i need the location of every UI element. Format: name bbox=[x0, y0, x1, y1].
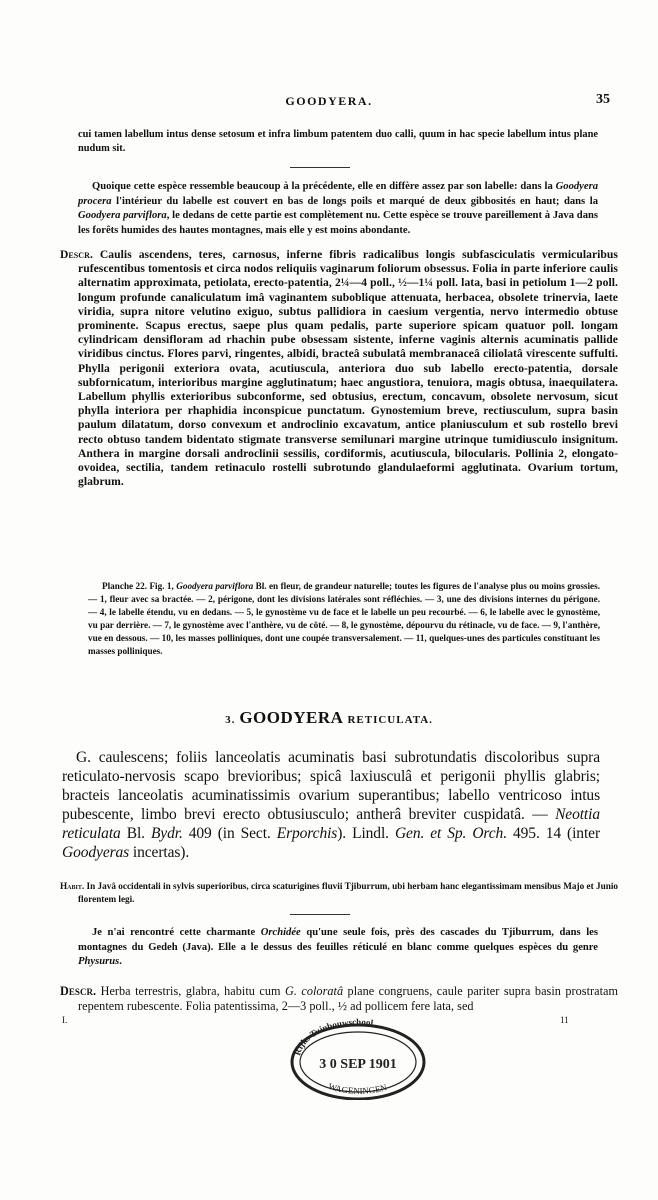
section-genus: GOODYERA bbox=[239, 708, 344, 727]
stamp-bottom-text: WAGENINGEN bbox=[326, 1080, 388, 1096]
divider bbox=[290, 167, 350, 168]
habitat-paragraph: Habit. In Javâ occidentali in sylvis superioribus, circa scaturigines fluvii Tjiburrum, ubi herbam hanc elegantissimam mensibus Majo et Junio florentem legi. bbox=[60, 881, 618, 904]
plate-caption: Planche 22. Fig. 1, Goodyera parviflora Bl. en fleur, de grandeur naturelle; toutes les figures de l'analyse plus ou moins grossies. — 1, fleur avec sa bractée. — 2, périgone, dont les divisions latérales sont réfléchies. — 3, une des divisions internes du périgone. — 4, le labelle étendu, vu en dedans. — 5, le gynostème vu de face et le labelle un peu recourbé. — 6, le labelle avec le gynostème, vu par derrière. — 7, le gynostème avec l'anthère, vu de côté. — 8, le gynostème, dépourvu du rétinacle, vu de face. — 9, l'anthère, vue en dessous. — 10, les masses polliniques, dont une coupée transversalement. — 11, quelques-unes des particules constituant les masses polliniques. bbox=[88, 581, 600, 656]
divider bbox=[290, 914, 350, 915]
description-paragraph-2: Descr. Herba terrestris, glabra, habitu cum G. coloratâ plane congruens, caule pariter supra basin prostratam repentem rubescente. Folia patentissima, 2—3 poll., ½ ad pollicem fere lata, sed bbox=[60, 984, 618, 1013]
section-number: 3. bbox=[225, 714, 236, 726]
sheet-mark: 11 bbox=[560, 1015, 569, 1025]
running-head: GOODYERA. bbox=[285, 94, 373, 108]
french-note: Quoique cette espèce ressemble beaucoup à la précédente, elle en diffère assez par son labelle: dans la Goodyera procera l'intérieur du labelle est couvert en bas de longs poils et marqué de deux gibbosités en haut; dans la Goodyera parviflora, le dedans de cette partie est complètement nu. Cette espèce se trouve pareillement à Java dans les forêts humides des hautes montagnes, mais elle y est moins abondante. bbox=[78, 181, 599, 236]
library-stamp bbox=[288, 1018, 428, 1100]
intro-note: cui tamen labellum intus dense setosum et infra limbum patentem duo calli, quum in hac specie labellum intus plane nudum sit. bbox=[78, 129, 598, 154]
section-heading bbox=[0, 708, 658, 728]
habitat-label: Habit. bbox=[60, 881, 85, 891]
page-number: 35 bbox=[596, 92, 610, 107]
signature-mark: I. bbox=[62, 1015, 68, 1025]
svg-text:WAGENINGEN bbox=[327, 1081, 388, 1096]
description-label: Descr. bbox=[60, 248, 93, 261]
diagnosis: G. caulescens; foliis lanceolatis acuminatis basi subrotundatis discoloribus supra reticulato-nervosis scapo brevioribus; spicâ laxiusculâ et perigonii phyllis glabris; bracteis lanceolatis acuminatissimis ovarium superantibus; labello ventricoso intus pubescente, limbo brevi erecto obtusiusculo; antherâ breviter cuspidatâ. — Neottia reticulata Bl. Bydr. 409 (in Sect. Erporchis). Lindl. Gen. et Sp. Orch. 495. 14 (inter Goodyeras incertas). bbox=[62, 749, 601, 861]
section-species: RETICULATA. bbox=[347, 714, 433, 726]
description-paragraph: Descr. Caulis ascendens, teres, carnosus, inferne fibris radicalibus longis subfasciculatis vermicularibus rufescentibus tomentosis et circa nodos reliquiis vaginarum foliorum obsessus. Folia in parte inferiore caulis alternatim approximata, petiolata, erecto-patentia, 2¼—4 poll., ½—1¼ poll. lata, basi in petiolum 1—2 poll. longum profunde canaliculatum imâ vaginantem suboblique attenuata, herbacea, obsolete trinervia, laete viridia, supra nitore velutino exiguo, subtus pallidiora in caesium vergentia, nervo intermedio obtuse prominente. Scapus erectus, saepe plus quam pedalis, parte superiore spicam quatuor poll. longam cylindricam densifloram ad rhachin pube obsessam sistente, inferne vaginis alternis acuminatis pallide viridibus cinctus. Flores parvi, ringentes, albidi, bracteâ subulatâ membranaceâ ciliolatâ virescente suffulti. Phylla perigonii exteriora ovata, acutiuscula, anteriora duo sub labello erecto-patentia, dorsale subfornicatum, interioribus margine agglutinatum; haec angustiora, tenuiora, magis obtusa, inaequilatera. Labellum phyllis exterioribus subconforme, sed obtusius, erectum, concavum, obsolete nervosum, sicut phylla interiora per rhaphidia inconspicue punctatum. Gynostemium breve, rectiusculum, supra basin paulum dilatatum, dorso convexum et androclinio excavatum, antice planiusculum et sub rostello brevi recto obtuso tandem bidentato stigmate transverse semilunari margine utrinque tumidiusculo insignitum. Anthera in margine dorsali androclinii sessilis, cordiformis, acutiuscula, bilocularis. Pollinia 2, elongato-ovoidea, sectilia, tandem retinaculo rostelli subrotundo glandulaeformi agglutinata. Ovarium tortum, glabrum. bbox=[60, 248, 618, 489]
stamp-date: 3 0 SEP 1901 bbox=[319, 1057, 397, 1072]
stamp-top-text: Rijks Tuinbouwschool bbox=[292, 1018, 374, 1057]
description-label: Descr. bbox=[60, 984, 97, 998]
french-note-2: Je n'ai rencontré cette charmante Orchidée qu'une seule fois, près des cascades du Tjiburrum, dans les montagnes du Gedeh (Java). Elle a le dessus des feuilles réticulé en blanc comme quelques espèces du genre Physurus. bbox=[78, 927, 598, 967]
